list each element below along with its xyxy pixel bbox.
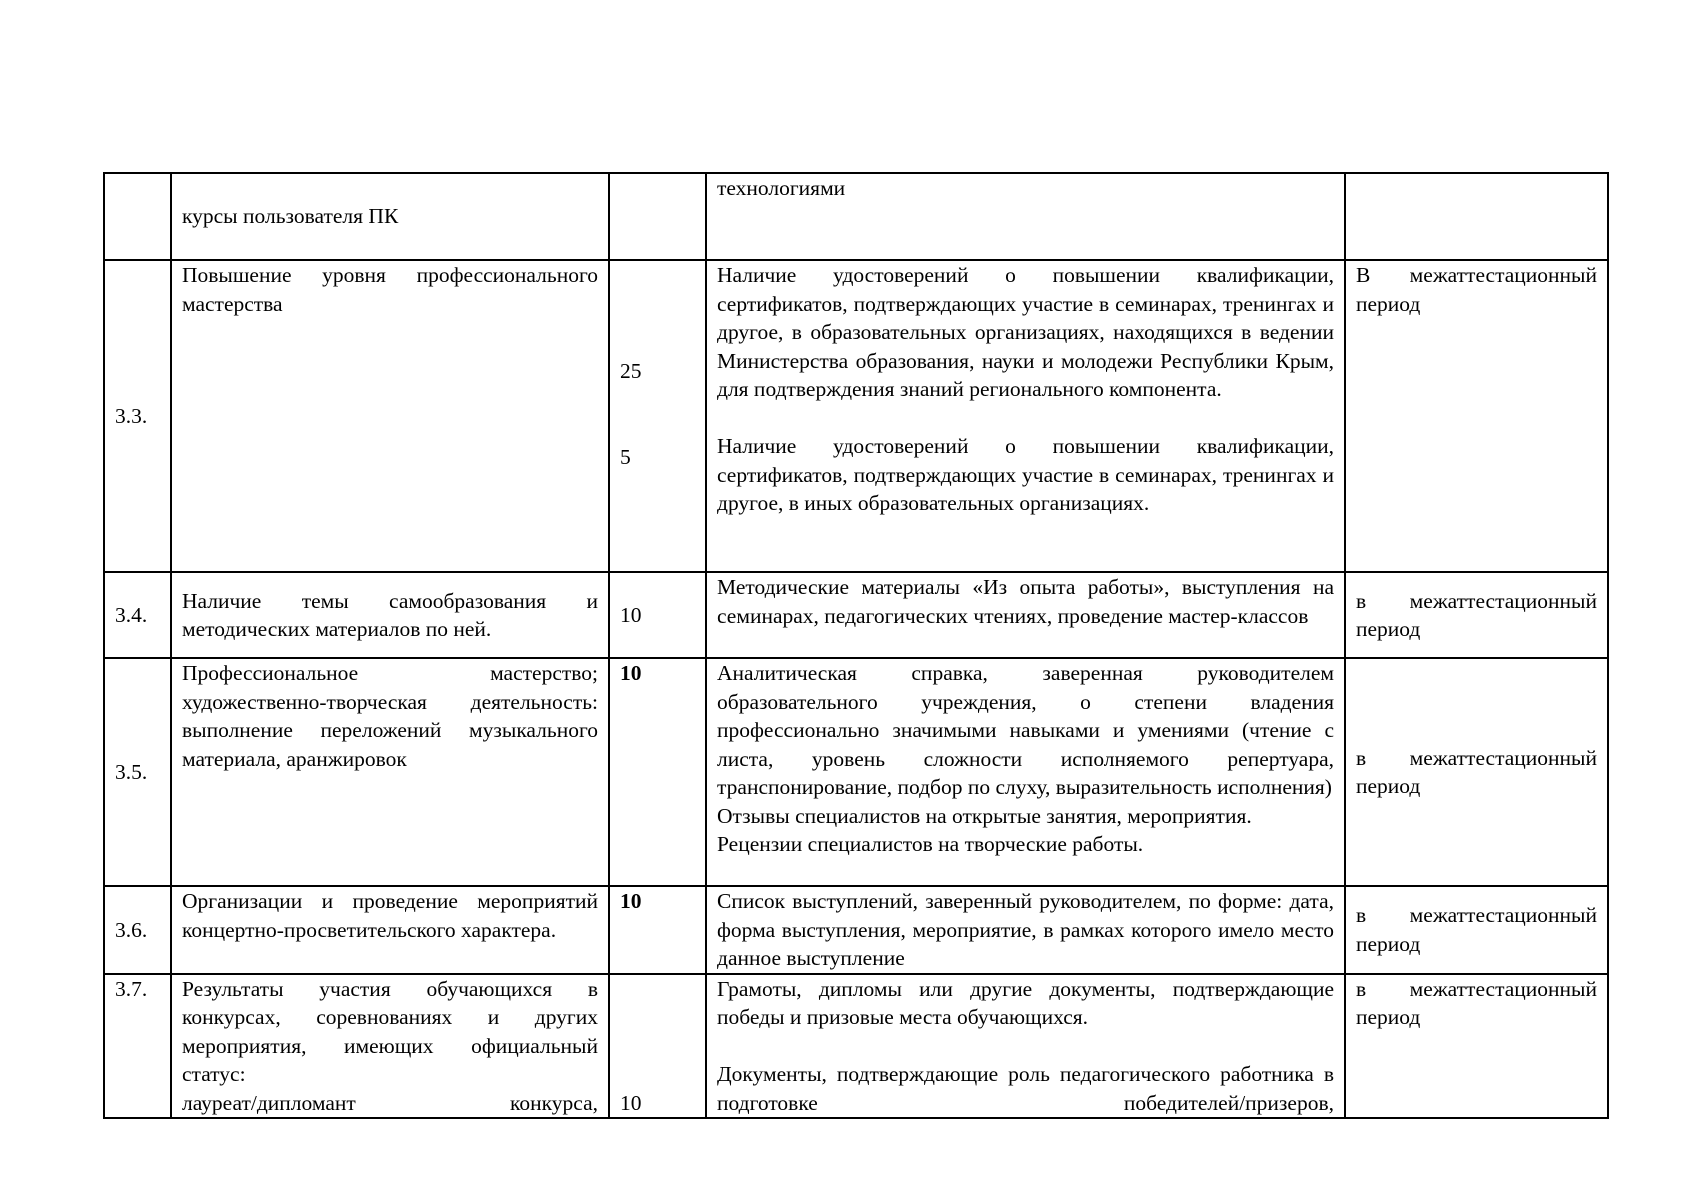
evidence-cell xyxy=(706,173,1345,260)
criterion-text: курсы пользователя ПК xyxy=(182,204,399,228)
points-cell xyxy=(609,974,706,1119)
points-cell: 10 xyxy=(609,886,706,974)
points-cell: 10 xyxy=(609,658,706,886)
evidence-cell: Список выступлений, заверенный руководителем, по форме: дата, форма выступления, мероприятие, в рамках которого имело место данное выступление xyxy=(706,886,1345,974)
row-number: 3.3. xyxy=(104,260,171,572)
evidence-text: Наличие удостоверений о повышении квалификации, сертификатов, подтверждающих участие в семинарах, тренингах и другое, в иных образовательных организациях. xyxy=(717,434,1334,515)
criterion-text: лауреат/дипломант конкурса, xyxy=(182,1090,598,1115)
points-value: 5 xyxy=(620,444,631,469)
period-cell: В межаттестационный период xyxy=(1345,260,1608,572)
table-row xyxy=(104,886,1608,974)
period-cell: в межаттестационный период xyxy=(1345,974,1608,1119)
criterion-cell: Наличие темы самообразования и методических материалов по ней. xyxy=(171,572,609,658)
table-row xyxy=(104,974,1608,1119)
row-number: 3.7. xyxy=(104,974,171,1119)
evidence-cell: Методические материалы «Из опыта работы», выступления на семинарах, педагогических чтениях, проведение мастер-классов xyxy=(706,572,1345,658)
points-cell: 10 xyxy=(609,572,706,658)
points-cell xyxy=(609,260,706,572)
row-number: 3.5. xyxy=(104,658,171,886)
row-number: 3.4. xyxy=(104,572,171,658)
criterion-cell: Повышение уровня профессионального мастерства xyxy=(171,260,609,572)
row-number: 3.6. xyxy=(104,886,171,974)
criterion-cell xyxy=(171,974,609,1119)
criterion-cell: Организации и проведение мероприятий концертно-просветительского характера. xyxy=(171,886,609,974)
criterion-cell xyxy=(171,173,609,260)
points-value: 25 xyxy=(620,359,642,383)
evidence-text: Грамоты, дипломы или другие документы, подтверждающие победы и призовые места обучающихся. xyxy=(717,976,1334,1029)
evidence-text: Наличие удостоверений о повышении квалификации, сертификатов, подтверждающих участие в семинарах, тренингах и другое, в образовательных организациях, находящихся в ведении Министерства образования, науки и молодежи Республики Крым, для подтверждения знаний регионального компонента. xyxy=(717,263,1334,401)
period-cell: в межаттестационный период xyxy=(1345,572,1608,658)
points-cell xyxy=(609,173,706,260)
period-cell: в межаттестационный период xyxy=(1345,886,1608,974)
criterion-text: Результаты участия обучающихся в конкурсах, соревнованиях и других мероприятия, имеющих официальный статус: xyxy=(182,976,598,1086)
evidence-text: технологиями xyxy=(717,176,846,200)
evidence-text: Рецензии специалистов на творческие работы. xyxy=(717,832,1144,856)
criterion-cell: Профессиональное мастерство; художественно-творческая деятельность: выполнение переложений музыкального материала, аранжировок xyxy=(171,658,609,886)
criteria-table xyxy=(103,172,1609,1119)
evidence-cell xyxy=(706,260,1345,572)
evidence-text: Аналитическая справка, заверенная руководителем образовательного учреждения, о степени владения профессионально значимыми навыками и умениями (чтение с листа, уровень сложности исполняемого репертуара, транспонирование, подбор по слуху, выразительность исполнения) xyxy=(717,661,1334,799)
period-cell xyxy=(1345,173,1608,260)
table-row xyxy=(104,572,1608,658)
table-row xyxy=(104,658,1608,886)
evidence-text: Документы, подтверждающие роль педагогического работника в подготовке победителей/призеров, xyxy=(717,1062,1334,1115)
evidence-cell xyxy=(706,974,1345,1119)
points-value: 10 xyxy=(620,1090,642,1115)
table-row xyxy=(104,173,1608,260)
evidence-cell xyxy=(706,658,1345,886)
row-number xyxy=(104,173,171,260)
period-cell: в межаттестационный период xyxy=(1345,658,1608,886)
evidence-text: Отзывы специалистов на открытые занятия, мероприятия. xyxy=(717,803,1252,828)
table-row xyxy=(104,260,1608,572)
